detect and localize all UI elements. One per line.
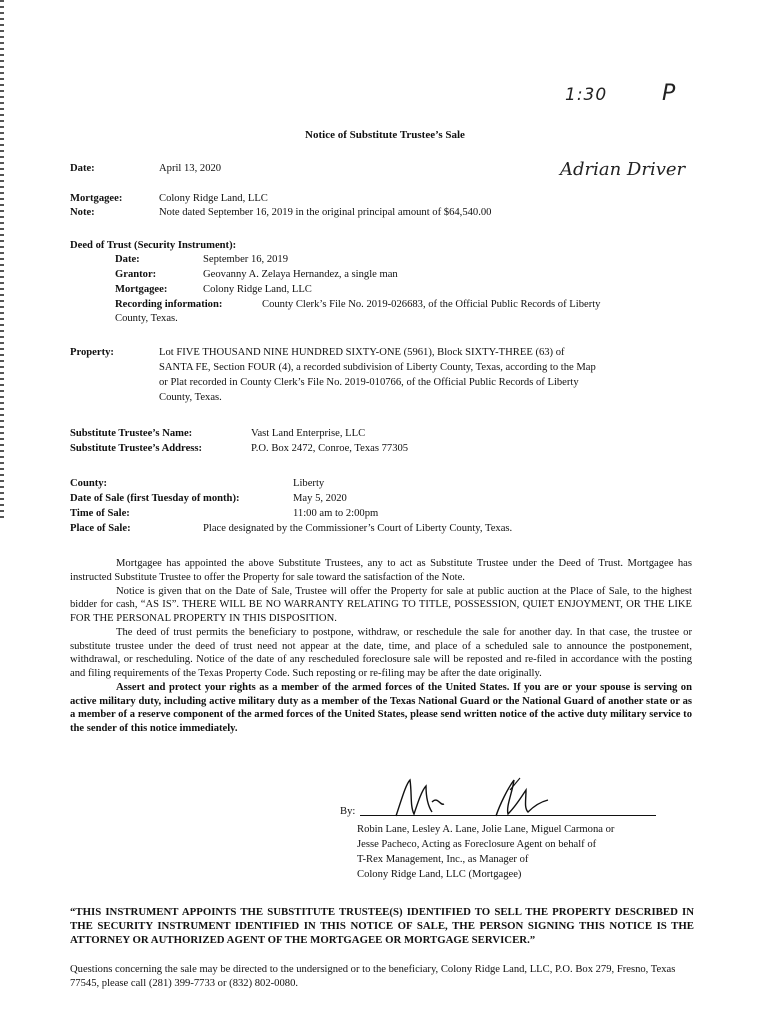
- binding-edge: [0, 0, 4, 520]
- property-line-2: SANTA FE, Section FOUR (4), a recorded subdivision of Liberty County, Texas, according to the Map: [159, 362, 596, 373]
- handwritten-name: Adrian Driver: [560, 159, 686, 180]
- paragraph-appointment: Mortgagee has appointed the above Substitute Trustees, any to act as Substitute Trustee under the Deed of Trust. Mortgagee has instructed Substitute Trustee to offer the Property for sale toward the satisfaction of the Note.: [70, 558, 692, 583]
- trustee-address-label: Substitute Trustee’s Address:: [70, 443, 203, 454]
- date-label: Date:: [70, 163, 95, 174]
- note-label: Note:: [70, 207, 95, 218]
- recording-value-cont: County, Texas.: [115, 313, 178, 324]
- trustee-name-label: Substitute Trustee’s Name:: [70, 428, 193, 439]
- deed-date-value: September 16, 2019: [203, 254, 289, 265]
- grantor-label: Grantor:: [115, 269, 157, 280]
- trustee-name-value: Vast Land Enterprise, LLC: [251, 428, 366, 439]
- signature-scribble: [388, 776, 588, 824]
- deed-mortgagee-label: Mortgagee:: [115, 284, 168, 295]
- note-value: Note dated September 16, 2019 in the original principal amount of $64,540.00: [159, 207, 492, 218]
- by-label: By:: [340, 806, 356, 817]
- paragraph-auction: Notice is given that on the Date of Sale, Trustee will offer the Property for sale at public auction at the Place of Sale, to the highest bidder for cash, “AS IS”. THERE WILL BE NO WARRANTY RELATING TO TITLE, POSSESSION, QUIET ENJOYMENT, OR THE LIKE FOR THE PERSONAL PROPERTY IN THIS DISPOSITION.: [70, 585, 692, 625]
- sale-time-value: 11:00 am to 2:00pm: [293, 508, 379, 519]
- mortgagee-value: Colony Ridge Land, LLC: [159, 193, 268, 204]
- signature-line: [360, 815, 656, 816]
- property-line-4: County, Texas.: [159, 392, 222, 403]
- contact-footer: Questions concerning the sale may be directed to the undersigned or to the beneficiary, Colony Ridge Land, LLC, P.O. Box 279, Fresno, Texas 77545, please call (281) 399-7733 or (832) 802-0080.: [70, 964, 676, 989]
- sale-place-value: Place designated by the Commissioner’s Court of Liberty County, Texas.: [203, 523, 513, 534]
- recording-label: Recording information:: [115, 299, 223, 310]
- sale-time-label: Time of Sale:: [70, 508, 130, 519]
- county-label: County:: [70, 478, 108, 489]
- signer-line-1: Robin Lane, Lesley A. Lane, Jolie Lane, Miguel Carmona or: [357, 824, 615, 835]
- property-label: Property:: [70, 347, 114, 358]
- paragraph-military: Assert and protect your rights as a member of the armed forces of the United States. If you are or your spouse is serving on active military duty, including active military duty as a member of the Texas National Guard or the National Guard of another state or as a member of a reserve component of the armed forces of the United States, please send written notice of the active duty military service to the sender of this notice immediately.: [70, 681, 692, 735]
- handwritten-letter: P: [662, 81, 676, 106]
- sale-date-label: Date of Sale (first Tuesday of month):: [70, 493, 240, 504]
- signer-line-2: Jesse Pacheco, Acting as Foreclosure Agent on behalf of: [357, 839, 597, 850]
- property-line-1: Lot FIVE THOUSAND NINE HUNDRED SIXTY-ONE (5961), Block SIXTY-THREE (63) of: [159, 347, 565, 358]
- appointment-notice: “THIS INSTRUMENT APPOINTS THE SUBSTITUTE TRUSTEE(S) IDENTIFIED TO SELL THE PROPERTY DESCRIBED IN THE SECURITY INSTRUMENT IDENTIFIED IN THIS NOTICE OF SALE, THE PERSON SIGNING THIS NOTICE IS THE ATTORNEY OR AUTHORIZED AGENT OF THE MORTGAGEE OR MORTGAGE SERVICER.”: [70, 906, 694, 947]
- trustee-address-value: P.O. Box 2472, Conroe, Texas 77305: [251, 443, 409, 454]
- sale-place-label: Place of Sale:: [70, 523, 131, 534]
- handwritten-time: 1:30: [565, 85, 608, 105]
- document-title: Notice of Substitute Trustee’s Sale: [305, 129, 465, 141]
- county-value: Liberty: [293, 478, 325, 489]
- body-text: [70, 557, 692, 736]
- sale-date-value: May 5, 2020: [293, 493, 347, 504]
- recording-value: County Clerk’s File No. 2019-026683, of the Official Public Records of Liberty: [262, 299, 601, 310]
- date-value: April 13, 2020: [159, 163, 222, 174]
- property-line-3: or Plat recorded in County Clerk’s File No. 2019-010766, of the Official Public Records of Liberty: [159, 377, 579, 388]
- grantor-value: Geovanny A. Zelaya Hernandez, a single man: [203, 269, 398, 280]
- deed-mortgagee-value: Colony Ridge Land, LLC: [203, 284, 312, 295]
- deed-date-label: Date:: [115, 254, 140, 265]
- signer-line-3: T-Rex Management, Inc., as Manager of: [357, 854, 529, 865]
- paragraph-postponement: The deed of trust permits the beneficiary to postpone, withdraw, or reschedule the sale for another day. In that case, the trustee or substitute trustee under the deed of trust need not appear at the date, time, and place of a scheduled sale to announce the postponement, withdrawal, or rescheduling. Notice of the date of any rescheduled foreclosure sale will be reposted and re-filed in accordance with the posting and filing requirements of the Texas Property Code. Such reposting or re-filing may be after the date originally.: [70, 626, 692, 680]
- mortgagee-label: Mortgagee:: [70, 193, 123, 204]
- deed-heading: Deed of Trust (Security Instrument):: [70, 240, 237, 251]
- signer-line-4: Colony Ridge Land, LLC (Mortgagee): [357, 869, 522, 880]
